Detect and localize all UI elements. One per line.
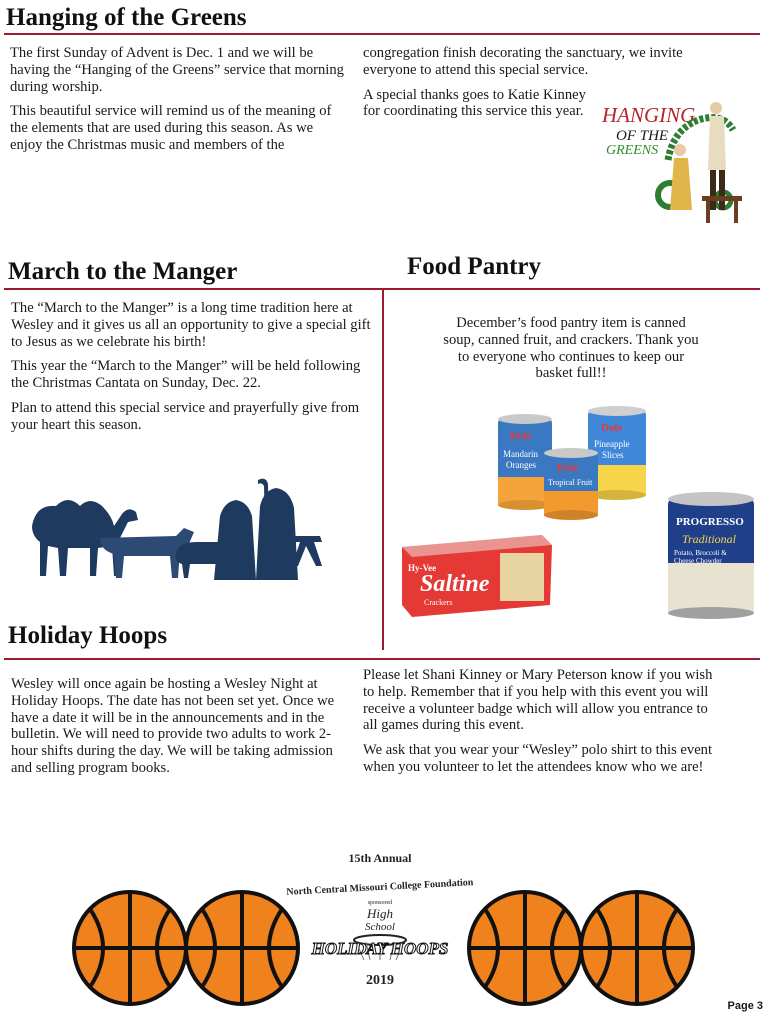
logo-year: 2019 [366, 973, 394, 988]
soup-line1: Traditional [682, 532, 737, 546]
pantry-food-photo [400, 405, 760, 620]
basketball-icon [581, 892, 693, 1004]
holiday-hoops-logo [286, 851, 474, 988]
basketball-icon [186, 892, 298, 1004]
can2-brand: Dole [601, 422, 623, 434]
logo-org: North Central Missouri College Foundation [286, 877, 474, 898]
manger-paragraph-2: This year the “March to the Manger” will be held following the Christmas Cantata on Sunday, Dec. 22. [11, 358, 361, 392]
hoops-left-column [11, 676, 353, 785]
soup-line2: Potato, Broccoli & [674, 549, 727, 557]
manger-paragraph-1: The “March to the Manger” is a long time tradition here at Wesley and it gives us all an opportunity to give a special gift to Jesus as we celebrate his birth! [11, 300, 371, 350]
art-title-of-the: OF THE [616, 128, 669, 144]
can-mandarin-oranges [498, 414, 552, 510]
manger-title: March to the Manger [8, 258, 238, 285]
can2-line2: Slices [602, 450, 624, 460]
soup-brand: PROGRESSO [676, 516, 744, 528]
hanging-left-column [10, 45, 344, 162]
hanging-rule [4, 33, 760, 35]
manger-paragraph-3: Plan to attend this special service and prayerfully give from your heart this season. [11, 399, 360, 433]
logo-name: HOLIDAY HOOPS [311, 939, 449, 958]
pantry-title: Food Pantry [407, 253, 542, 280]
can-tropical-fruit [544, 448, 598, 520]
logo-annual: 15th Annual [348, 851, 412, 865]
hanging-paragraph-4: A special thanks goes to Katie Kinney for coordinating this service this year. [363, 86, 586, 120]
pantry-text: December’s food pantry item is canned soup, canned fruit, and crackers. Thank you to everyone who continues to keep our basket full!! [443, 315, 699, 382]
hoops-paragraph-right-1: Please let Shani Kinney or Mary Peterson know if you wish to help. Remember that if you help with this event you will receive a volunteer badge which will allow you entrance to all games during this event. [363, 667, 713, 734]
can1-brand: Dole [510, 430, 532, 442]
hanging-greens-illustration [598, 100, 758, 228]
hoops-rule [4, 658, 760, 660]
crackers-sub: Crackers [424, 598, 453, 607]
can3-brand: Dole [557, 462, 579, 474]
can3-line1: Tropical Fruit [548, 478, 593, 487]
art-title-greens: GREENS [606, 143, 659, 158]
can2-line1: Pineapple [594, 439, 630, 449]
hanging-paragraph-3: congregation finish decorating the sanctuary, we invite everyone to attend this special service. [363, 45, 683, 78]
hanging-paragraph-1: The first Sunday of Advent is Dec. 1 and we will be having the “Hanging of the Greens” service that morning during worship. [10, 45, 344, 95]
hoops-title: Holiday Hoops [8, 622, 168, 649]
nativity-silhouette [28, 476, 324, 586]
saltine-crackers-box [402, 535, 552, 617]
crackers-brand: Hy-Vee [408, 563, 437, 573]
basketball-icon [469, 892, 581, 1004]
crackers-name: Saltine [420, 571, 490, 597]
can1-line2: Oranges [506, 460, 536, 470]
hoops-paragraph-right-2: We ask that you wear your “Wesley” polo shirt to this event when you volunteer to let the attendees know who we are! [363, 742, 713, 775]
middle-divider [382, 288, 384, 650]
hanging-paragraph-2: This beautiful service will remind us of the meaning of the elements that are used during this season. As we enjoy the Christmas music and members of the [10, 103, 332, 153]
manger-column [11, 300, 373, 442]
page-number: Page 3 [727, 1000, 763, 1012]
logo-sponsored: sponsored [367, 900, 393, 906]
hoops-paragraph-left: Wesley will once again be hosting a Wesley Night at Holiday Hoops. The date has not been set yet. Once we have a date it will be in the announcements and in the bulletin. We will need to provide two adults to work 2-hour shifts during the day. We will be taking admission and selling program books. [11, 676, 335, 776]
hanging-title: Hanging of the Greens [6, 4, 247, 31]
soup-line3: Cheese Chowder [674, 557, 722, 565]
art-title-hanging: HANGING [602, 103, 696, 127]
can1-line1: Mandarin [503, 449, 538, 459]
basketball-icon [74, 892, 186, 1004]
hoops-right-column [363, 667, 715, 784]
logo-high: High [367, 906, 393, 921]
progresso-soup-can [668, 492, 754, 619]
holiday-hoops-banner [60, 850, 700, 1015]
logo-school: School [365, 921, 395, 933]
